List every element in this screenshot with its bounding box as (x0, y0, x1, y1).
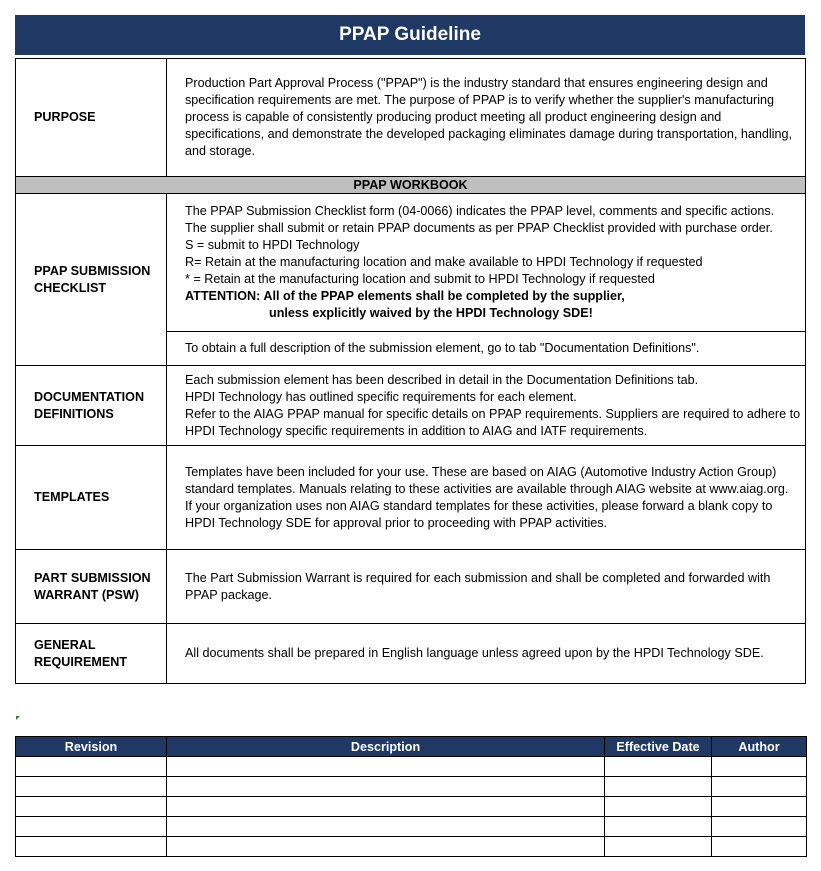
revision-row (16, 797, 807, 817)
documentation-definitions-row (16, 366, 806, 446)
author-cell[interactable] (712, 777, 807, 797)
templates-text (167, 446, 806, 550)
author-cell[interactable] (712, 837, 807, 857)
revision-cell[interactable] (16, 797, 167, 817)
revision-row (16, 817, 807, 837)
general-requirement-label: GENERAL REQUIREMENT (16, 624, 167, 684)
purpose-text: Production Part Approval Process ("PPAP") is the industry standard that ensures engineering design and specification requirements are met. The purpose of PPAP is to verify whether the supplier's manufacturing process is capable of consistently producing product meeting all product engineering design and specifications, and demonstrate the developed packaging eliminates damage during transportation, handling, and storage. (167, 59, 806, 177)
author-header: Author (712, 737, 807, 757)
effective-date-header: Effective Date (605, 737, 712, 757)
checklist-line: The PPAP Submission Checklist form (04-0066) indicates the PPAP level, comments and specific actions. (185, 204, 775, 218)
submission-checklist-text (167, 194, 806, 332)
documentation-definitions-text (167, 366, 806, 446)
revision-row (16, 777, 807, 797)
revision-cell[interactable] (16, 757, 167, 777)
templates-line: Templates have been included for your use. These are based on AIAG (Automotive Industry Action Group) standard templates. Manuals relating to these activities are available through AIAG website at www.aiag.org. (185, 464, 789, 496)
templates-label: TEMPLATES (16, 446, 167, 550)
documentation-definitions-label: DOCUMENTATION DEFINITIONS (16, 366, 167, 446)
revision-table (15, 736, 807, 857)
description-cell[interactable] (167, 757, 605, 777)
description-cell[interactable] (167, 797, 605, 817)
workbook-section-header: PPAP WORKBOOK (16, 177, 806, 194)
description-cell[interactable] (167, 817, 605, 837)
description-cell[interactable] (167, 837, 605, 857)
description-cell[interactable] (167, 777, 605, 797)
templates-line: If your organization uses non AIAG standard templates for these activities, please forward a blank copy to HPDI Technology SDE for approval prior to proceeding with PPAP activities. (185, 498, 773, 530)
author-cell[interactable] (712, 797, 807, 817)
attention-line: unless explicitly waived by the HPDI Technology SDE! (269, 306, 593, 320)
definition-line: Refer to the AIAG PPAP manual for specific details on PPAP requirements. Suppliers are required to adhere to HPDI Technology specific requirements in addition to AIAG and IATF requirements. (185, 406, 801, 438)
author-cell[interactable] (712, 757, 807, 777)
definition-line: HPDI Technology has outlined specific requirements for each element. (185, 389, 577, 404)
checklist-line: * = Retain at the manufacturing location and submit to HPDI Technology if requested (185, 272, 655, 286)
effective-date-cell[interactable] (605, 837, 712, 857)
revision-header-row (16, 737, 807, 757)
psw-text: The Part Submission Warrant is required for each submission and shall be completed and forwarded with PPAP package. (167, 550, 806, 624)
purpose-row (16, 59, 806, 177)
guideline-table (15, 58, 806, 684)
submission-checklist-label: PPAP SUBMISSION CHECKLIST (16, 194, 167, 366)
revision-cell[interactable] (16, 837, 167, 857)
revision-header: Revision (16, 737, 167, 757)
attention-line: ATTENTION: All of the PPAP elements shall be completed by the supplier, (185, 289, 625, 303)
author-cell[interactable] (712, 817, 807, 837)
checklist-line: The supplier shall submit or retain PPAP documents as per PPAP Checklist provided with purchase order. (185, 221, 773, 235)
general-requirement-text: All documents shall be prepared in English language unless agreed upon by the HPDI Technology SDE. (167, 624, 806, 684)
purpose-label: PURPOSE (16, 59, 167, 177)
psw-row (16, 550, 806, 624)
description-header: Description (167, 737, 605, 757)
effective-date-cell[interactable] (605, 797, 712, 817)
cell-comment-marker (16, 716, 20, 720)
revision-row (16, 757, 807, 777)
checklist-line: S = submit to HPDI Technology (185, 238, 360, 252)
workbook-header-row (16, 177, 806, 194)
templates-row (16, 446, 806, 550)
page-title: PPAP Guideline (15, 15, 805, 55)
submission-checklist-row (16, 194, 806, 332)
effective-date-cell[interactable] (605, 777, 712, 797)
definition-line: Each submission element has been described in detail in the Documentation Definitions tab. (185, 372, 699, 387)
submission-note-text: To obtain a full description of the submission element, go to tab "Documentation Definitions". (167, 332, 806, 366)
effective-date-cell[interactable] (605, 817, 712, 837)
revision-cell[interactable] (16, 817, 167, 837)
revision-row (16, 837, 807, 857)
psw-label: PART SUBMISSION WARRANT (PSW) (16, 550, 167, 624)
effective-date-cell[interactable] (605, 757, 712, 777)
revision-cell[interactable] (16, 777, 167, 797)
checklist-line: R= Retain at the manufacturing location and make available to HPDI Technology if requested (185, 255, 703, 269)
general-requirement-row (16, 624, 806, 684)
